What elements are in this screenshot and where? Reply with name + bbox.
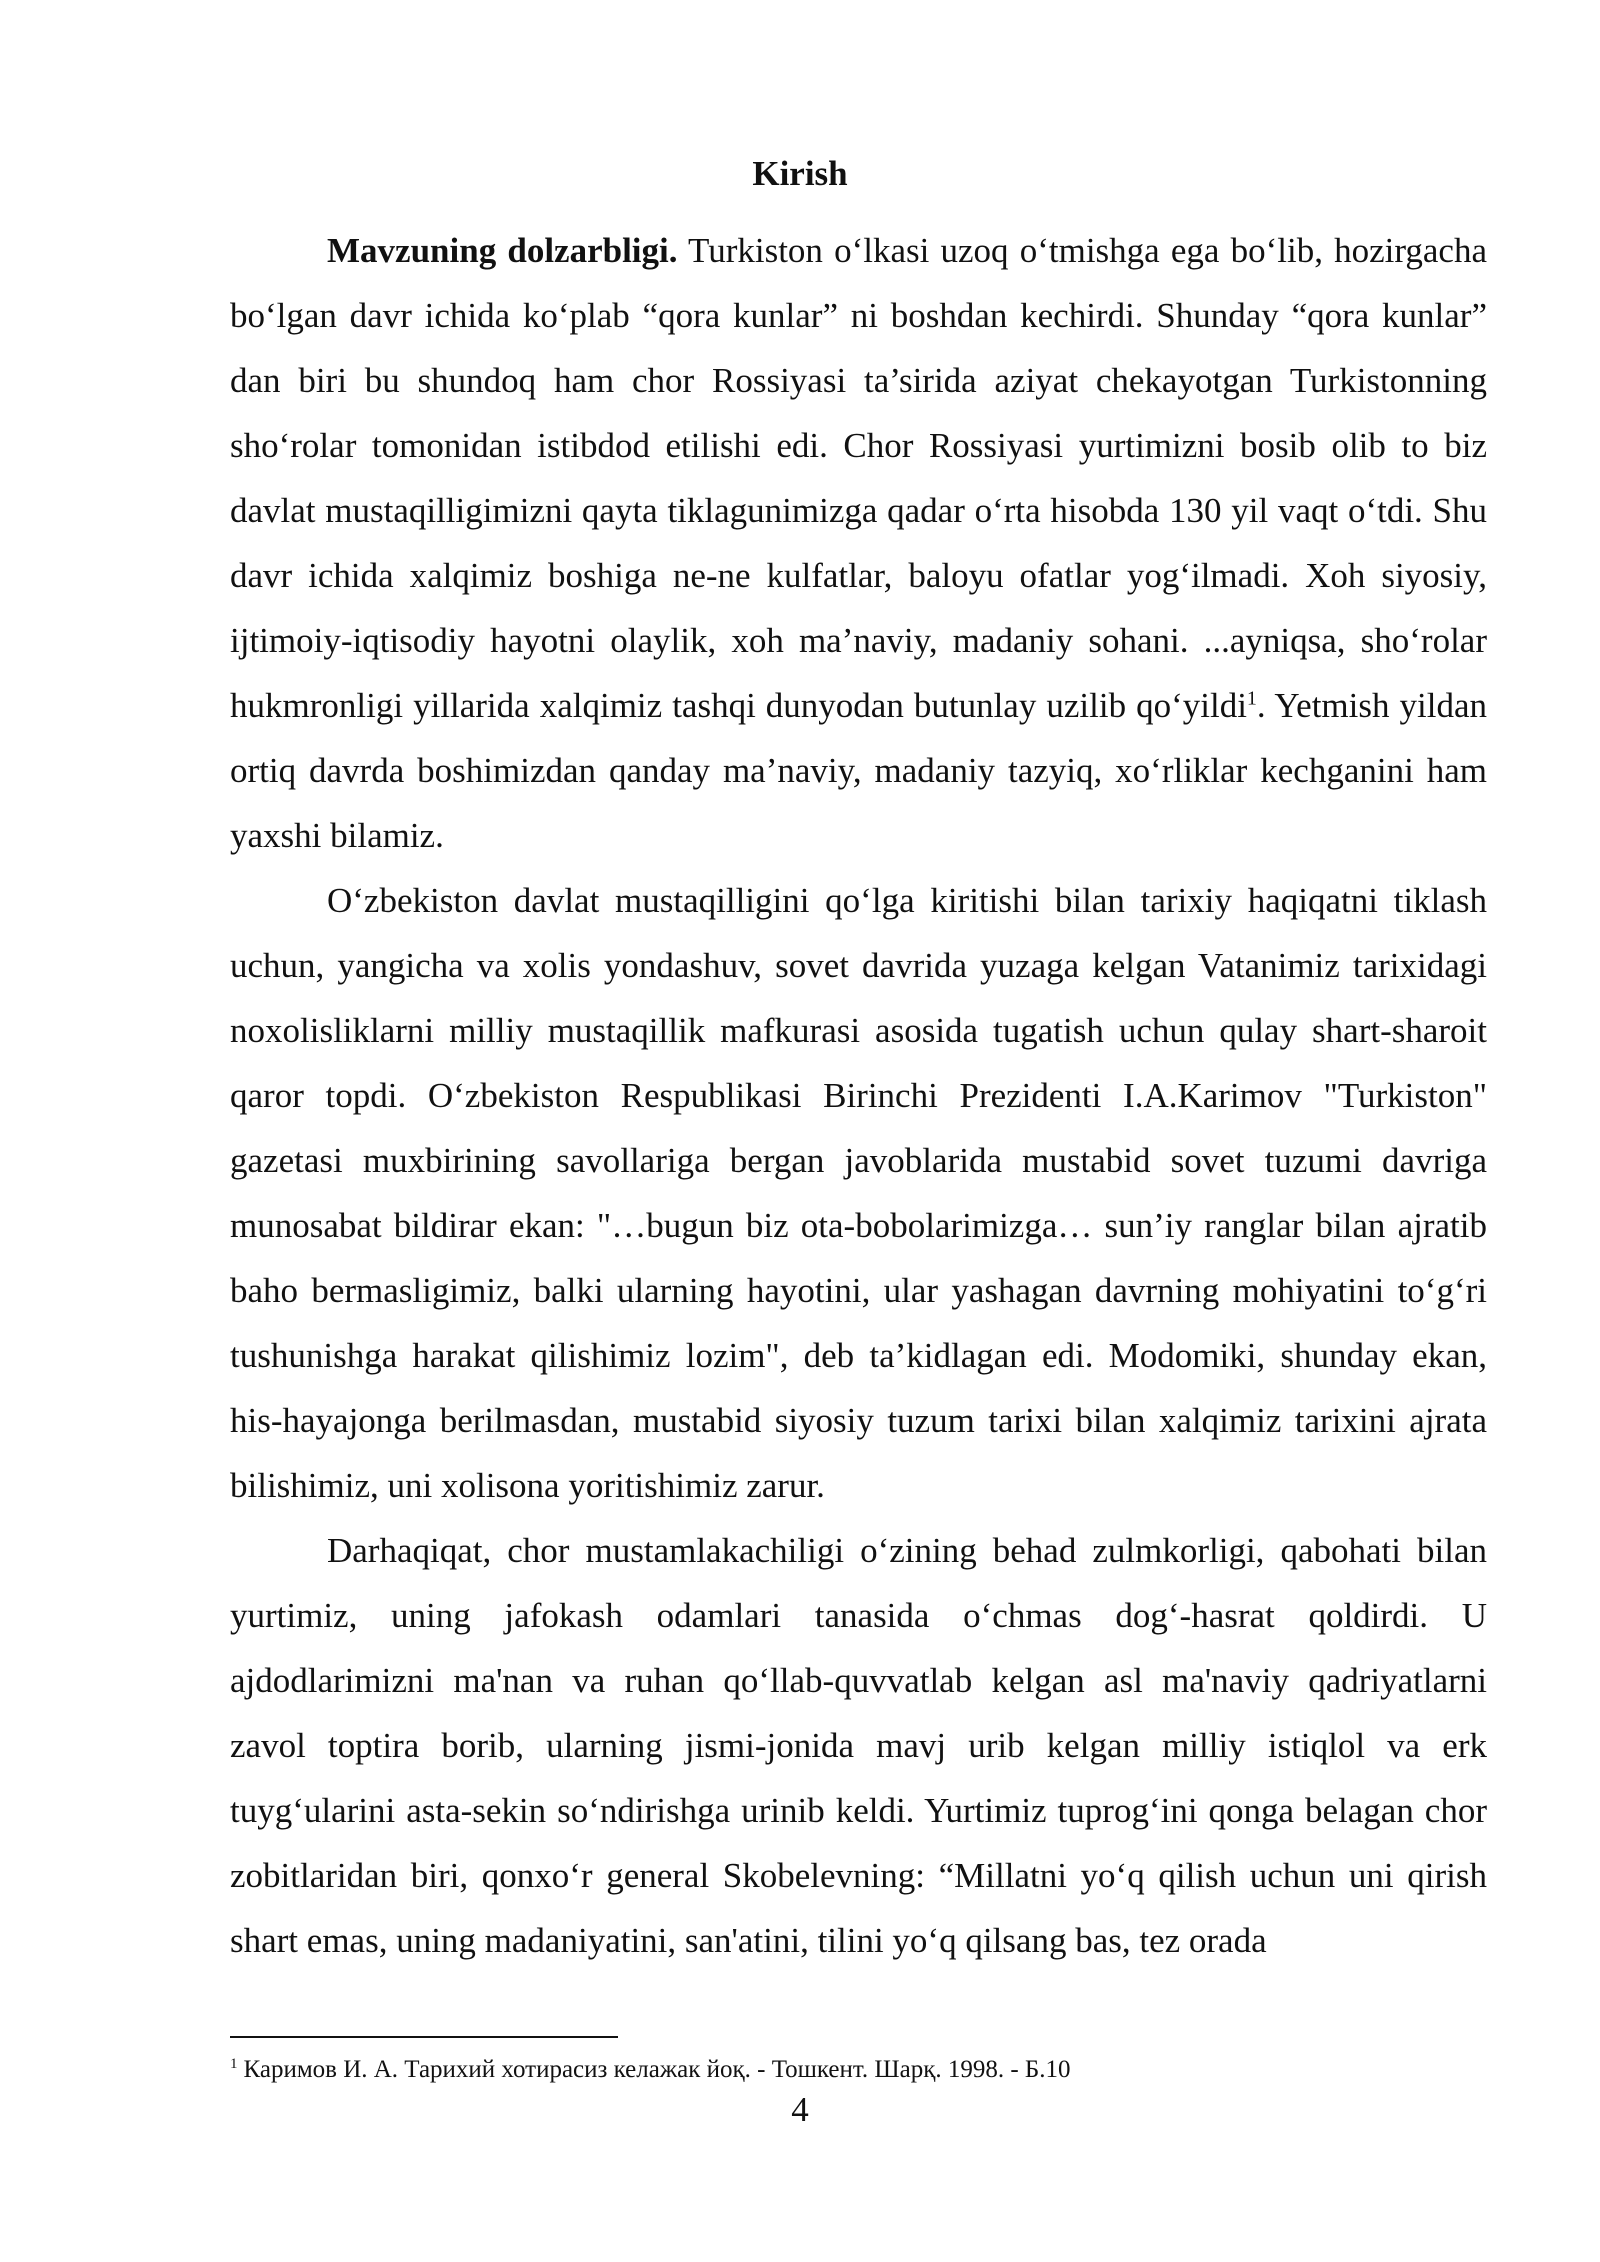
paragraph-3: Darhaqiqat, chor mustamlakachiligi o‘zining behad zulmkorligi, qabohati bilan yurtimiz, uning jafokash odamlari tanasida o‘chmas dog‘-hasrat qoldirdi. U ajdodlarimizni ma'nan va ruhan qo‘llab-quvvatlab kelgan asl ma'naviy qadriyatlarni zavol toptira borib, ularning jismi-jonida mavj urib kelgan milliy istiqlol va erk tuyg‘ularini asta-sekin so‘ndirishga urinib keldi. Yurtimiz tuprog‘ini qonga belagan chor zobitlaridan biri, qonxo‘r general Skobelevning: “Millatni yo‘q qilish uchun uni qirish shart emas, uning madaniyatini, san'atini, tilini yo‘q qilsang bas, tez orada: [230, 1531, 1487, 1960]
paragraph-1: [230, 218, 1487, 868]
footnote-text: Каримов И. А. Тарихий хотирасиз келажак йоқ. - Тошкент. Шарқ. 1998. - Б.10: [243, 2056, 1071, 2083]
paragraph-lead: Mavzuning dolzarbligi.: [327, 231, 678, 270]
paragraph-1-text: Turkiston o‘lkasi uzoq o‘tmishga ega bo‘lib, hozirgacha bo‘lgan davr ichida ko‘plab “qora kunlar” ni boshdan kechirdi. Shunday “qora kunlar” dan biri bu shundoq ham chor Rossiyasi ta’sirida aziyat chekayotgan Turkistonning sho‘rolar tomonidan istibdod etilishi edi. Chor Rossiyasi yurtimizni bosib olib to biz davlat mustaqilligimizni qayta tiklagunimizga qadar o‘rta hisobda 130 yil vaqt o‘tdi. Shu davr ichida xalqimiz boshiga ne-ne kulfatlar, baloyu ofatlar yog‘ilmadi. Xoh siyosiy, ijtimoiy-iqtisodiy hayotni olaylik, xoh ma’naviy, madaniy sohani. ...ayniqsa, sho‘rolar hukmronligi yillarida xalqimiz tashqi dunyodan butunlay uzilib qo‘yildi: [230, 231, 1488, 725]
footnote-reference[interactable]: 1: [1246, 687, 1257, 710]
footnote-number: 1: [230, 2055, 238, 2072]
footnote-separator: [230, 2036, 618, 2038]
paragraph-1-text-continued: . Yetmish yildan ortiq davrda boshimizdan qanday ma’naviy, madaniy tazyiq, xo‘rliklar kechganini ham yaxshi bilamiz.: [230, 686, 1487, 855]
page-number: 4: [791, 2090, 809, 2129]
footnote: [230, 2053, 1487, 2087]
section-heading: Kirish: [752, 154, 848, 193]
paragraph-2: O‘zbekiston davlat mustaqilligini qo‘lga kiritishi bilan tarixiy haqiqatni tiklash uchun, yangicha va xolis yondashuv, sovet davrida yuzaga kelgan Vatanimiz tarixidagi noxolisliklarni milliy mustaqillik mafkurasi asosida tugatish uchun qulay shart-sharoit qaror topdi. O‘zbekiston Respublikasi Birinchi Prezidenti I.A.Karimov "Turkiston" gazetasi muxbirining savollariga bergan javoblarida mustabid sovet tuzumi davriga munosabat bildirar ekan: "…bugun biz ota-bobolarimizga… sun’iy ranglar bilan ajratib baho bermasligimiz, balki ularning hayotini, ular yashagan davrning mohiyatini to‘g‘ri tushunishga harakat qilishimiz lozim", deb ta’kidlagan edi. Modomiki, shunday ekan, his-hayajonga berilmasdan, mustabid siyosiy tuzum tarixi bilan xalqimiz tarixini ajrata bilishimiz, uni xolisona yoritishimiz zarur.: [230, 881, 1487, 1505]
body-text: [230, 218, 1487, 1973]
